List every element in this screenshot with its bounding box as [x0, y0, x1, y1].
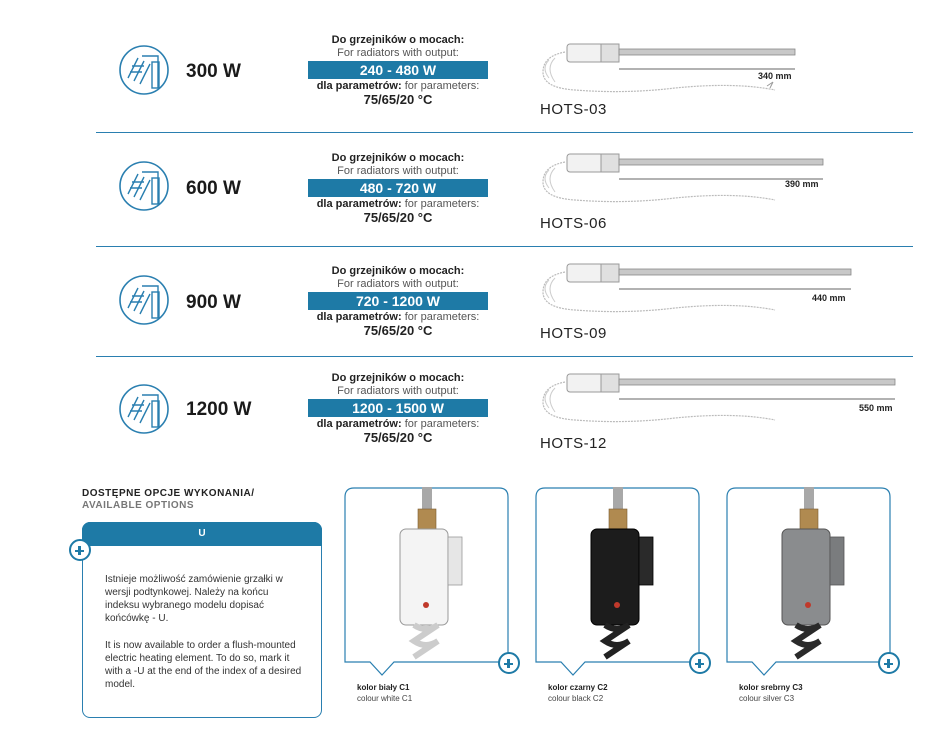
color-label-pl: kolor srebrny C3 — [739, 683, 803, 692]
spec-label-en: For radiators with output: — [337, 47, 459, 59]
param-label-en: for parameters: — [404, 80, 480, 92]
option-u-header: U — [82, 522, 322, 546]
output-range: 720 - 1200 W — [308, 292, 488, 310]
power-label: 1200 W — [186, 399, 252, 420]
color-card-white — [344, 487, 509, 718]
color-label-en: colour silver C3 — [739, 694, 795, 703]
model-code: HOTS-12 — [540, 435, 607, 452]
color-label — [739, 682, 803, 704]
model-code: HOTS-06 — [540, 215, 607, 232]
radiator-icon — [118, 383, 170, 435]
length-label: 440 mm — [812, 293, 846, 303]
param-label-en: for parameters: — [404, 311, 480, 323]
spec-block — [308, 372, 488, 444]
spec-label-en: For radiators with output: — [337, 385, 459, 397]
param-label-en: for parameters: — [404, 418, 480, 430]
power-label: 600 W — [186, 178, 241, 199]
plus-icon[interactable] — [878, 652, 900, 674]
option-text-pl: Istnieje możliwość zamówienie grzałki w wersji podtynkowej. Należy na końcu indeksu wybranego modelu dopisać końcówkę - U. — [105, 574, 283, 624]
heater-image — [535, 368, 905, 438]
parameters: 75/65/20 °C — [363, 323, 433, 338]
color-label-pl: kolor czarny C2 — [548, 683, 608, 692]
heater-image — [535, 148, 905, 218]
spec-label-pl: Do grzejników o mocach: — [331, 372, 465, 384]
plus-icon[interactable] — [69, 539, 91, 561]
spec-label-pl: Do grzejników o mocach: — [331, 34, 465, 46]
model-code: HOTS-03 — [540, 101, 607, 118]
color-label-en: colour black C2 — [548, 694, 604, 703]
spec-label-pl: Do grzejników o mocach: — [331, 265, 465, 277]
options-title-pl: DOSTĘPNE OPCJE WYKONANIA/ — [82, 488, 255, 499]
length-label: 550 mm — [859, 403, 893, 413]
plus-icon[interactable] — [689, 652, 711, 674]
radiator-icon — [118, 160, 170, 212]
output-range: 240 - 480 W — [308, 61, 488, 79]
option-u-card — [82, 522, 322, 718]
length-label: 340 mm — [758, 71, 792, 81]
output-range: 1200 - 1500 W — [308, 399, 488, 417]
param-label-pl: dla parametrów: — [316, 198, 402, 210]
param-label-pl: dla parametrów: — [316, 418, 402, 430]
power-label: 900 W — [186, 292, 241, 313]
spec-label-pl: Do grzejników o mocach: — [331, 152, 465, 164]
parameters: 75/65/20 °C — [363, 210, 433, 225]
divider — [96, 132, 913, 133]
param-label-pl: dla parametrów: — [316, 311, 402, 323]
options-title — [82, 488, 255, 512]
color-label — [357, 682, 412, 704]
option-text-en: It is now available to order a flush-mounted electric heating element. To do so, mark it with a -U at the end of the index of a desired model. — [105, 640, 302, 690]
color-label-en: colour white C1 — [357, 694, 413, 703]
parameters: 75/65/20 °C — [363, 430, 433, 445]
color-card-black — [535, 487, 700, 718]
spec-block — [308, 265, 488, 337]
color-label-pl: kolor biały C1 — [357, 683, 410, 692]
radiator-icon — [118, 274, 170, 326]
output-range: 480 - 720 W — [308, 179, 488, 197]
spec-block — [308, 152, 488, 224]
divider — [96, 246, 913, 247]
options-title-en: AVAILABLE OPTIONS — [82, 500, 195, 511]
heater-image — [535, 258, 905, 328]
param-label-en: for parameters: — [404, 198, 480, 210]
parameters: 75/65/20 °C — [363, 92, 433, 107]
color-card-silver — [726, 487, 891, 718]
divider — [96, 356, 913, 357]
param-label-pl: dla parametrów: — [316, 80, 402, 92]
spec-label-en: For radiators with output: — [337, 165, 459, 177]
power-label: 300 W — [186, 61, 241, 82]
spec-label-en: For radiators with output: — [337, 278, 459, 290]
model-code: HOTS-09 — [540, 325, 607, 342]
color-label — [548, 682, 608, 704]
length-label: 390 mm — [785, 179, 819, 189]
plus-icon[interactable] — [498, 652, 520, 674]
